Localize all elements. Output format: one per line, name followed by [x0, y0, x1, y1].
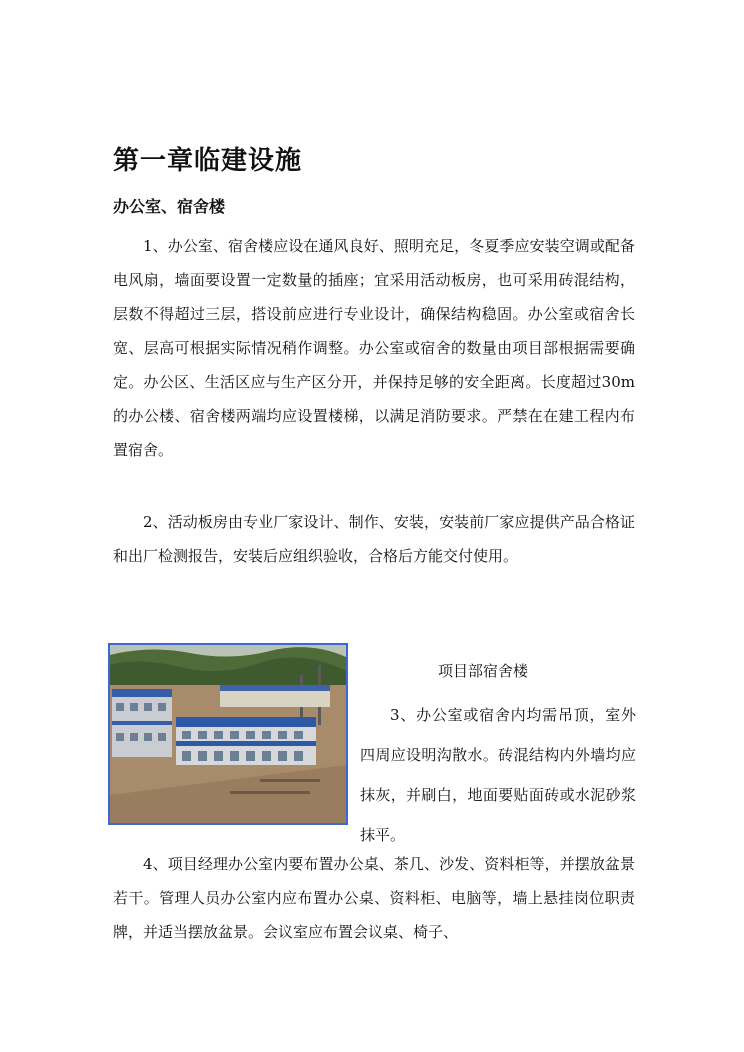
- paragraph-1: 1、办公室、宿舍楼应设在通风良好、照明充足，冬夏季应安装空调或配备电风扇，墙面要设置一定数量的插座；宜采用活动板房，也可采用砖混结构，层数不得超过三层，搭设前应进行专业设计，确保结构稳固。办公室或宿舍长宽、层高可根据实际情况稍作调整。办公室或宿舍的数量由项目部根据需要确定。办公区、生活区应与生产区分开，并保持足够的安全距离。长度超过30m的办公楼、宿舍楼两端均应设置楼梯，以满足消防要求。严禁在在建工程内布置宿舍。: [113, 237, 635, 459]
- paragraph-2: 2、活动板房由专业厂家设计、制作、安装，安装前厂家应提供产品合格证和出厂检测报告，安装后应组织验收，合格后方能交付使用。: [113, 513, 635, 565]
- paragraph-3: 3、办公室或宿舍内均需吊顶，室外四周应设明沟散水。砖混结构内外墙均应抹灰，并刷白，地面要贴面砖或水泥砂浆抹平。: [360, 706, 636, 844]
- chapter-title: 第一章临建设施: [113, 146, 303, 176]
- photo-caption: 项目部宿舍楼: [438, 662, 529, 680]
- dormitory-photo: [108, 643, 348, 825]
- paragraph-4: 4、项目经理办公室内要布置办公桌、茶几、沙发、资料柜等，并摆放盆景若干。管理人员办公室内应布置办公桌、资料柜、电脑等，墙上悬挂岗位职责牌，并适当摆放盆景。会议室应布置会议桌、椅子、: [113, 855, 635, 941]
- section-title: 办公室、宿舍楼: [113, 197, 226, 216]
- dormitory-photo-illustration: [110, 645, 346, 823]
